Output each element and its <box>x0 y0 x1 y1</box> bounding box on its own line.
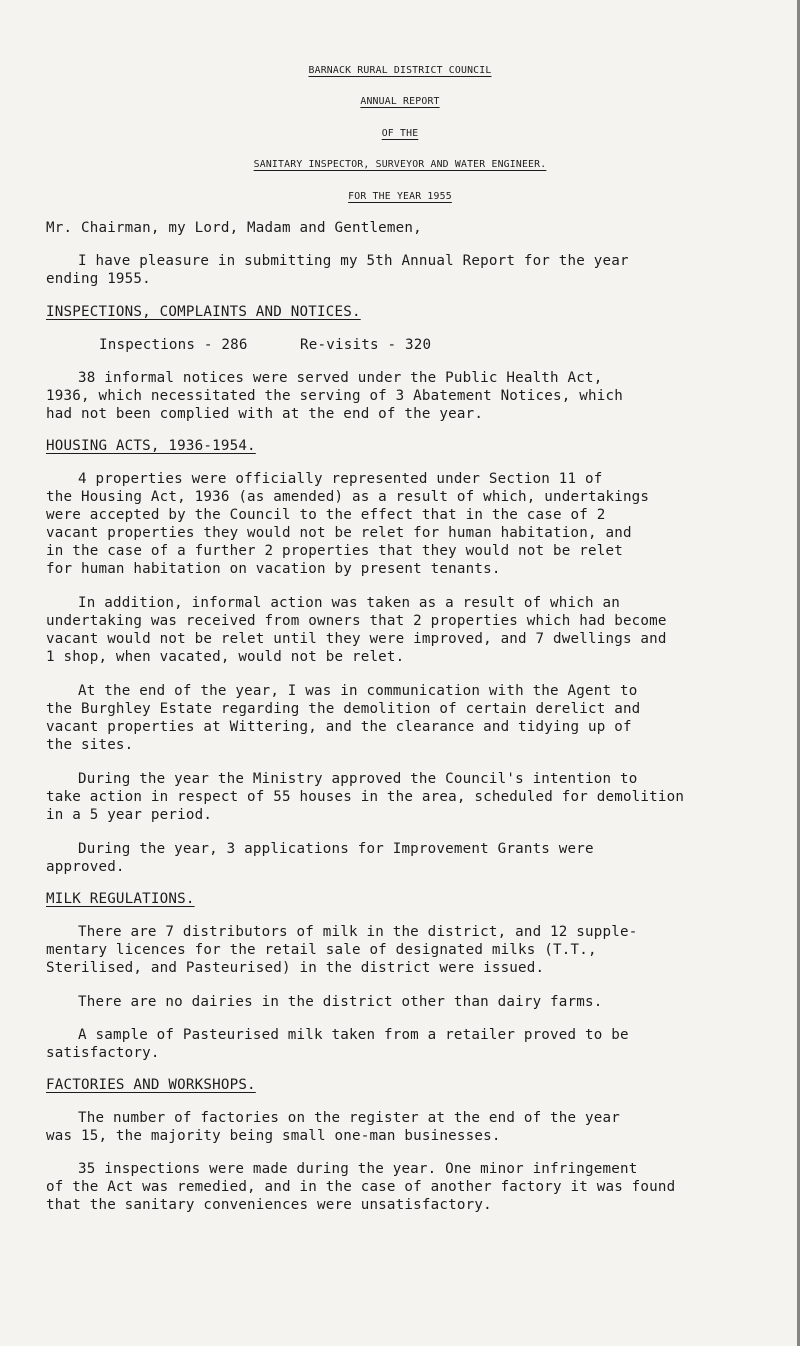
paragraph-line: satisfactory. <box>46 1045 160 1061</box>
paragraph-line: of the Act was remedied, and in the case of another factory it was found <box>46 1179 676 1195</box>
section-heading-housing: HOUSING ACTS, 1936-1954. <box>46 438 256 454</box>
paragraph-line: vacant properties at Wittering, and the clearance and tidying up of <box>46 719 632 735</box>
report-title: ANNUAL REPORT <box>360 96 440 107</box>
paragraph-line: in a 5 year period. <box>46 807 213 823</box>
paragraph-line: There are 7 distributors of milk in the district, and 12 supple- <box>78 924 638 940</box>
paragraph-line: for human habitation on vacation by present tenants. <box>46 561 501 577</box>
paragraph-line: 4 properties were officially represented under Section 11 of <box>78 471 603 487</box>
paragraph-line: The number of factories on the register at the end of the year <box>78 1110 620 1126</box>
report-title-of-the: OF THE <box>381 128 419 139</box>
officer-title: SANITARY INSPECTOR, SURVEYOR AND WATER ENGINEER. <box>253 159 547 170</box>
paragraph-line: Sterilised, and Pasteurised) in the district were issued. <box>46 960 545 976</box>
paragraph-line: had not been complied with at the end of the year. <box>46 406 484 422</box>
report-year: FOR THE YEAR 1955 <box>348 191 452 202</box>
inspection-stats: Inspections - 286 Re-visits - 320 <box>99 337 432 353</box>
intro-line: I have pleasure in submitting my 5th Annual Report for the year <box>78 253 629 269</box>
paragraph-line: 1 shop, when vacated, would not be relet. <box>46 649 405 665</box>
paragraph-line: in the case of a further 2 properties that they would not be relet <box>46 543 623 559</box>
paragraph-line: 1936, which necessitated the serving of 3 Abatement Notices, which <box>46 388 623 404</box>
intro-line: ending 1955. <box>46 271 151 287</box>
paragraph-line: were accepted by the Council to the effect that in the case of 2 <box>46 507 606 523</box>
paragraph-line: that the sanitary conveniences were unsatisfactory. <box>46 1197 492 1213</box>
paragraph-line: There are no dairies in the district other than dairy farms. <box>78 994 603 1010</box>
section-heading-inspections: INSPECTIONS, COMPLAINTS AND NOTICES. <box>46 304 361 320</box>
council-name: BARNACK RURAL DISTRICT COUNCIL <box>308 65 492 76</box>
paragraph-line: vacant properties they would not be relet for human habitation, and <box>46 525 632 541</box>
paragraph-line: During the year, 3 applications for Improvement Grants were <box>78 841 594 857</box>
paragraph-line: 35 inspections were made during the year. One minor infringement <box>78 1161 638 1177</box>
paragraph-line: In addition, informal action was taken as a result of which an <box>78 595 620 611</box>
paragraph-line: 38 informal notices were served under the Public Health Act, <box>78 370 603 386</box>
paragraph-line: During the year the Ministry approved the Council's intention to <box>78 771 638 787</box>
paragraph-line: A sample of Pasteurised milk taken from a retailer proved to be <box>78 1027 629 1043</box>
paragraph-line: vacant would not be relet until they were improved, and 7 dwellings and <box>46 631 667 647</box>
section-heading-milk: MILK REGULATIONS. <box>46 891 195 907</box>
paragraph-line: approved. <box>46 859 125 875</box>
paragraph-line: the Burghley Estate regarding the demolition of certain derelict and <box>46 701 641 717</box>
paragraph-line: At the end of the year, I was in communication with the Agent to <box>78 683 638 699</box>
paragraph-line: undertaking was received from owners that 2 properties which had become <box>46 613 667 629</box>
paragraph-line: take action in respect of 55 houses in the area, scheduled for demolition <box>46 789 685 805</box>
paragraph-line: the Housing Act, 1936 (as amended) as a result of which, undertakings <box>46 489 650 505</box>
paragraph-line: mentary licences for the retail sale of designated milks (T.T., <box>46 942 597 958</box>
salutation: Mr. Chairman, my Lord, Madam and Gentlemen, <box>46 220 422 236</box>
paragraph-line: was 15, the majority being small one-man businesses. <box>46 1128 501 1144</box>
paragraph-line: the sites. <box>46 737 134 753</box>
section-heading-factories: FACTORIES AND WORKSHOPS. <box>46 1077 256 1093</box>
